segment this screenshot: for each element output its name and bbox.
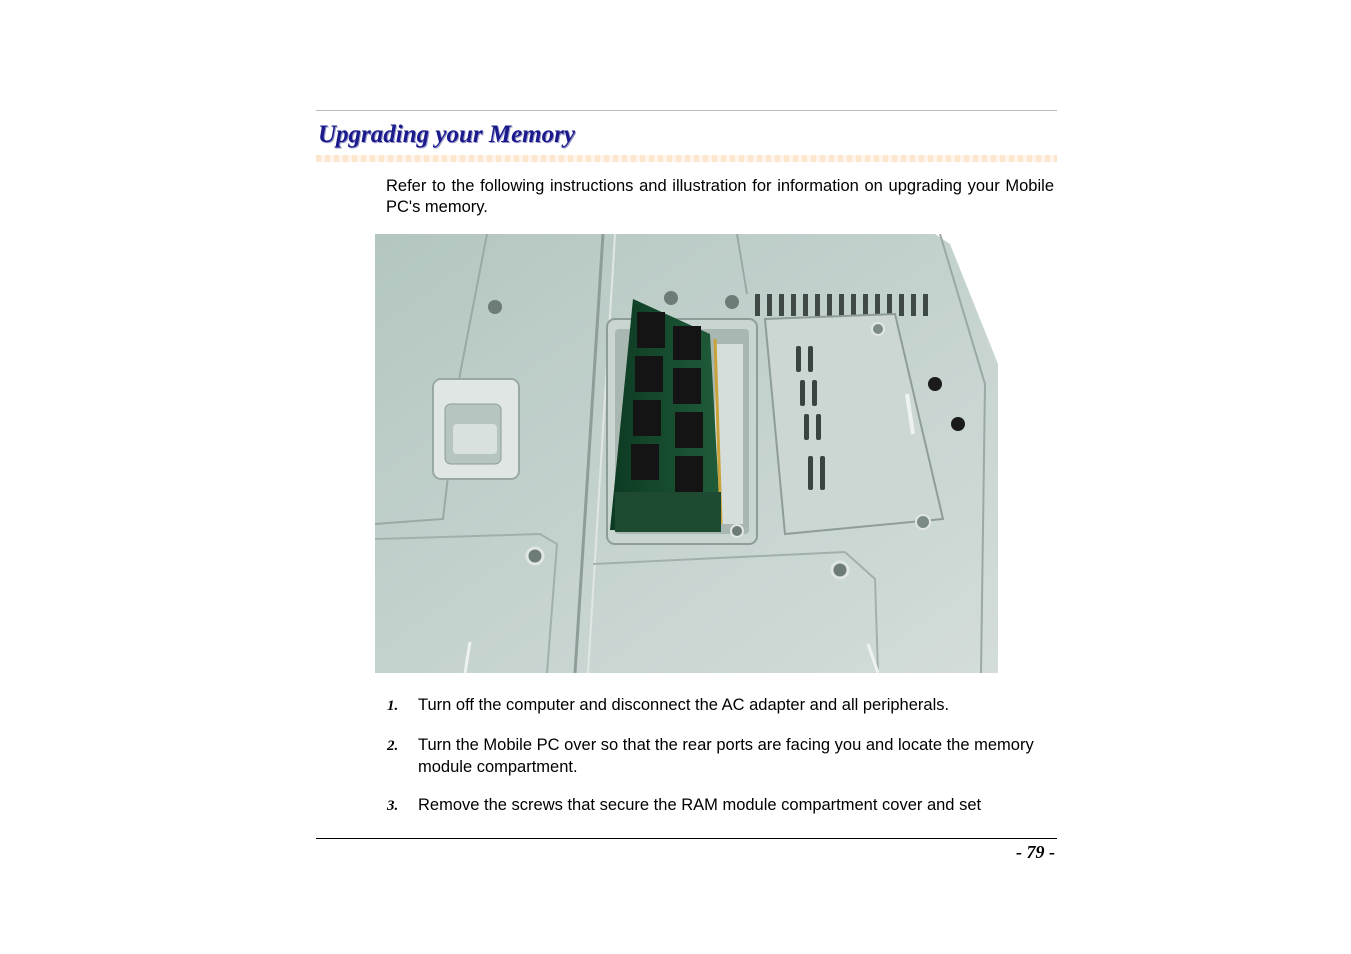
step-2 <box>387 735 1047 778</box>
step-number: 1. <box>387 698 399 714</box>
section-title: Upgrading your Memory <box>318 121 575 148</box>
page-number: - 79 - <box>1016 842 1055 862</box>
step-number: 3. <box>387 798 399 814</box>
step-3 <box>387 795 1047 817</box>
title-underline <box>316 155 1057 162</box>
step-1 <box>387 695 1047 717</box>
intro-paragraph: Refer to the following instructions and illustration for information on upgrading your Mobile PC's memory. <box>386 177 1054 216</box>
memory-compartment-photo <box>375 234 998 673</box>
footer-rule <box>316 838 1057 839</box>
step-text: Remove the screws that secure the RAM module compartment cover and set <box>418 796 982 814</box>
step-number: 2. <box>387 738 399 754</box>
header-rule <box>316 110 1057 111</box>
step-text: Turn the Mobile PC over so that the rear ports are facing you and locate the memory module compartment. <box>418 736 1034 776</box>
step-text: Turn off the computer and disconnect the AC adapter and all peripherals. <box>418 696 950 714</box>
